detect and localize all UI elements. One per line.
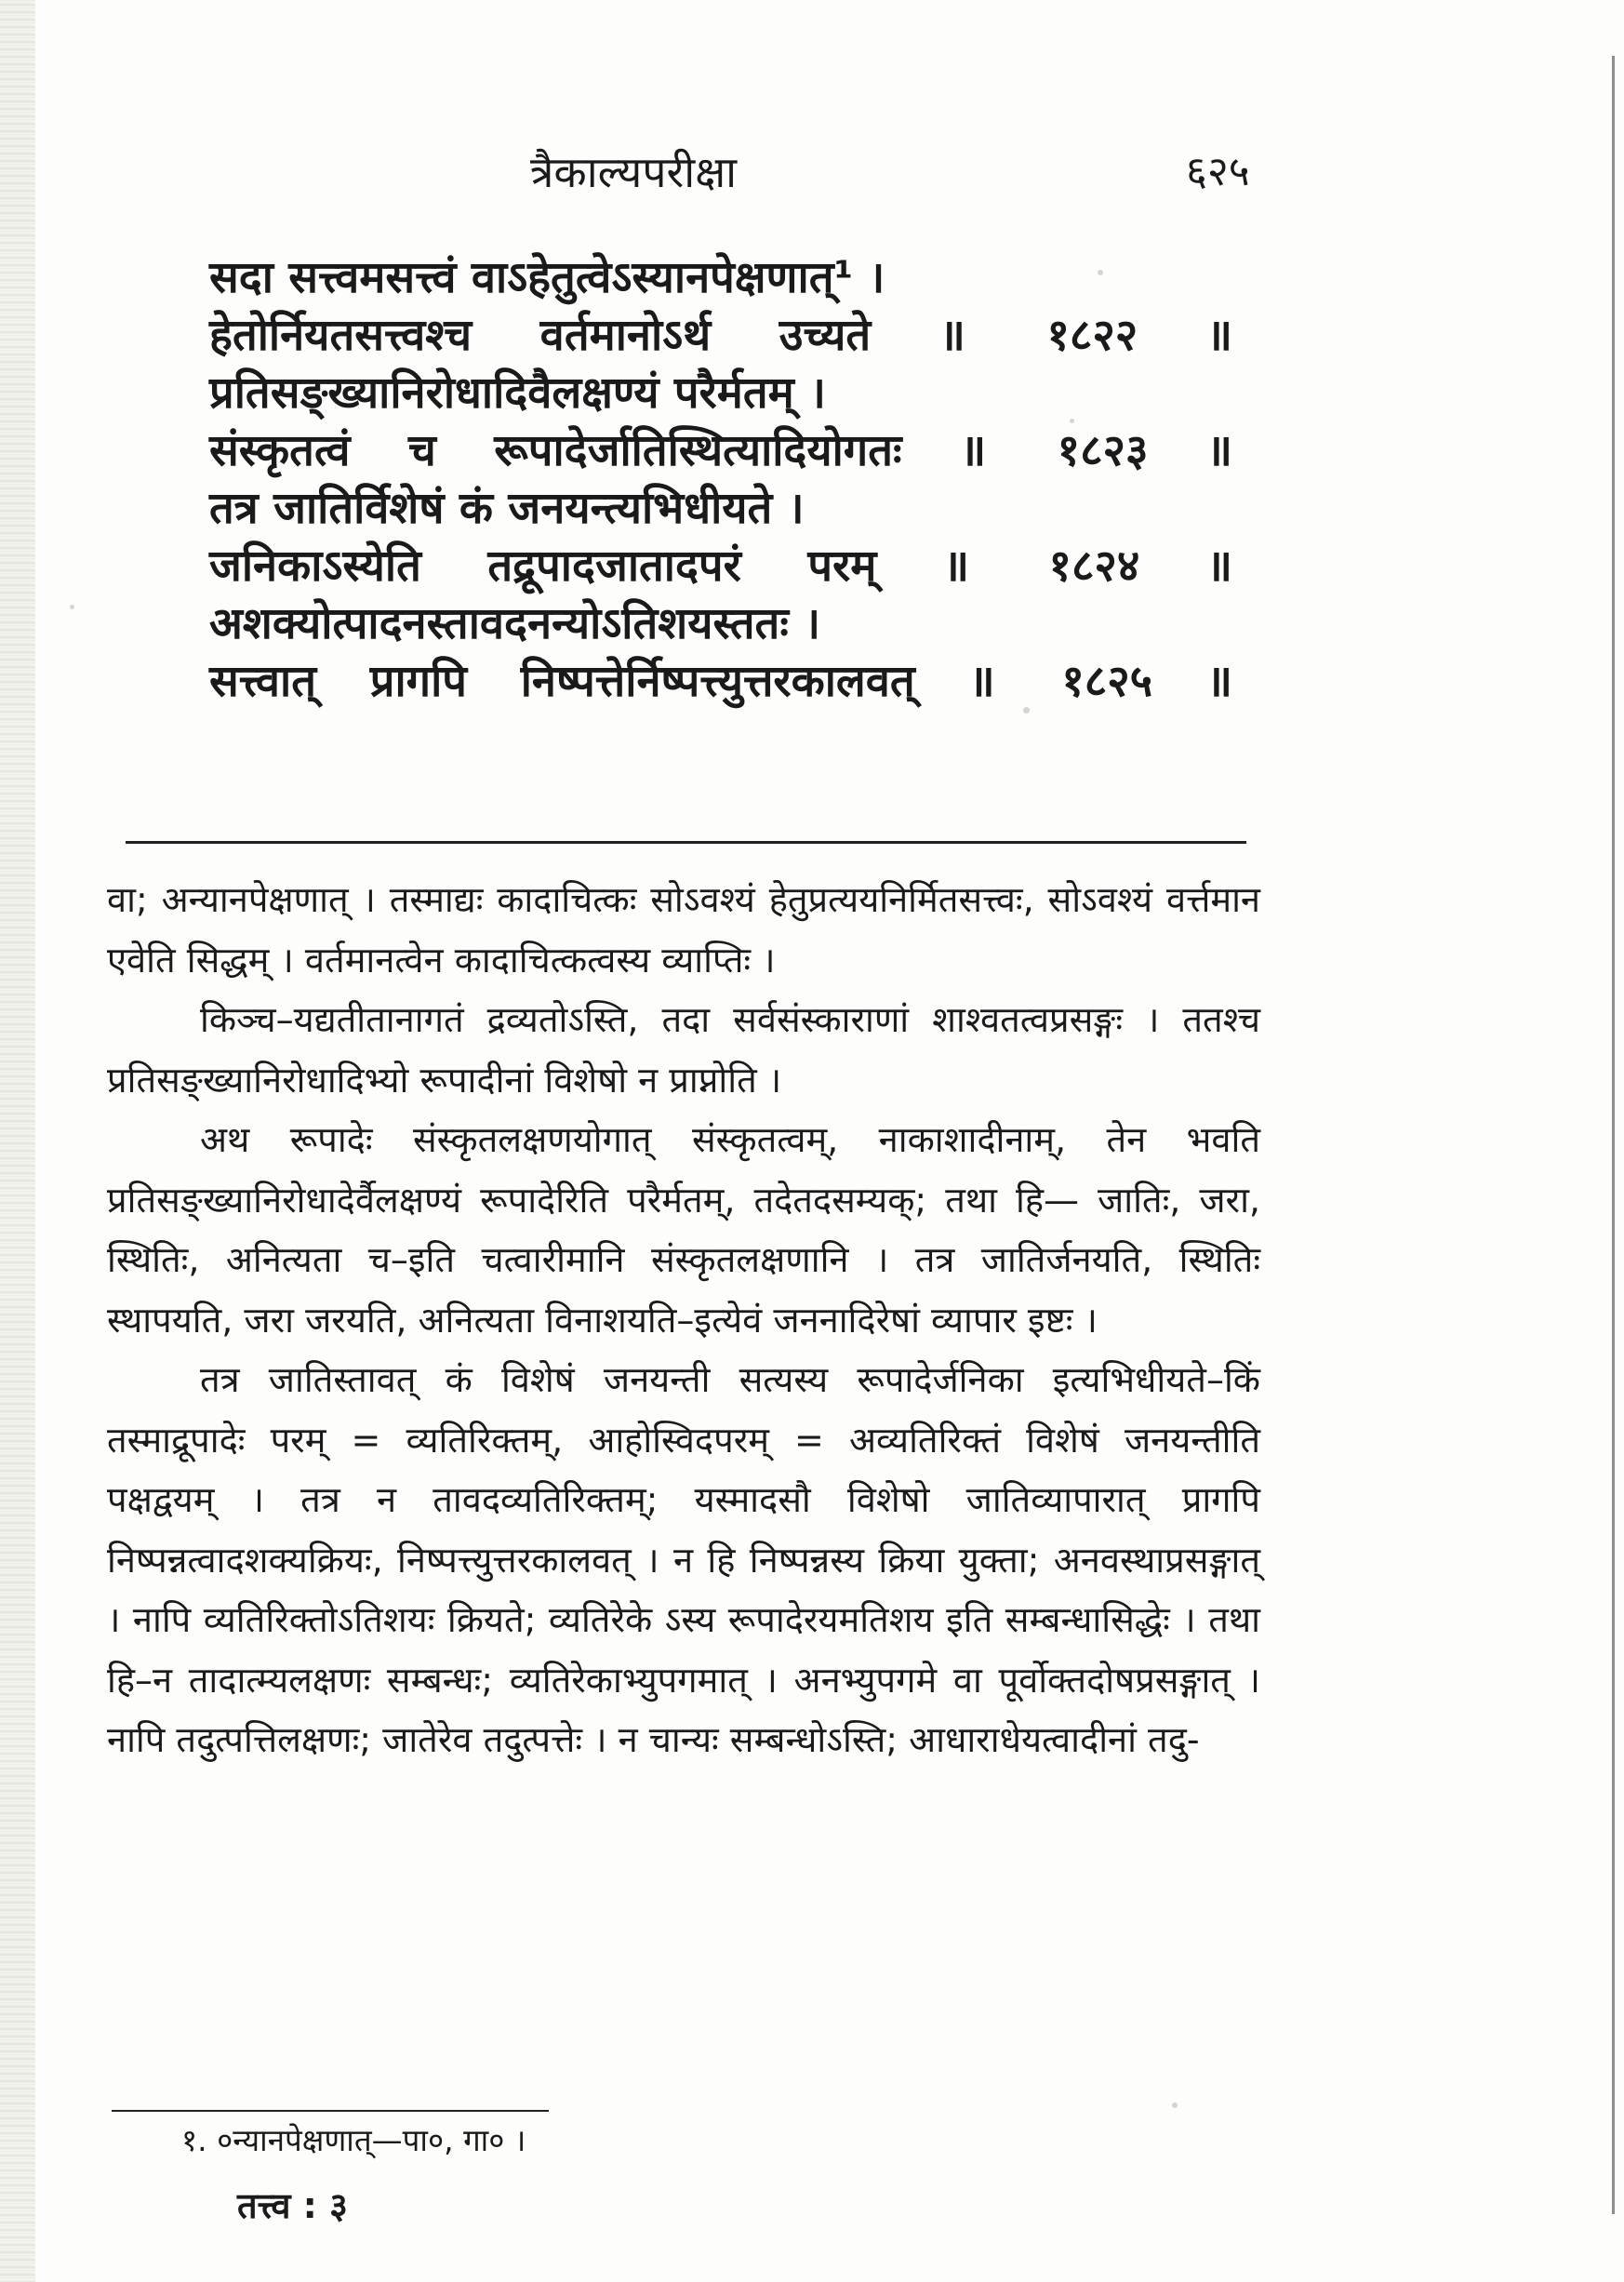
verse-text: तत्र जातिर्विशेषं कं जनयन्त्यभिधीयते । — [209, 483, 805, 534]
commentary-paragraph: तत्र जातिस्तावत् कं विशेषं जनयन्ती सत्यस्य रूपादेर्जनिका इत्यभिधीयते–किं तस्माद्रूपादेः परम् = व्यतिरिक्तम्, आहोस्विदपरम् = अव्यतिरिक्तं विशेषं जनयन्तीति पक्षद्वयम् । तत्र न तावदव्यतिरिक्तम्; यस्मादसौ विशेषो जातिव्यापारात् प्रागपि निष्पन्नत्वादशक्यक्रियः, निष्पत्त्युत्तरकालवत् । न हि निष्पन्नस्य क्रिया युक्ता; अनवस्थाप्रसङ्गात् । नापि व्यतिरिक्तोऽतिशयः क्रियते; व्यतिरेके ऽस्य रूपादेरयमतिशय इति सम्बन्धासिद्धेः । तथा हि–न तादात्म्यलक्षणः सम्बन्धः; व्यतिरेकाभ्युपगमात् । अनभ्युपगमे वा पूर्वोक्तदोषप्रसङ्गात् । नापि तदुत्पत्तिलक्षणः; जातेरेव तदुत्पत्तेः । न चान्यः सम्बन्धोऽस्ति; आधाराधेयत्वादीनां तदु- — [107, 1359, 1260, 1760]
verse-text: हेतोर्नियतसत्त्वश्च वर्तमानोऽर्थ उच्यते ॥ — [209, 310, 965, 361]
commentary-paragraph: वा; अन्यानपेक्षणात् । तस्माद्यः कादाचित्कः सोऽवश्यं हेतुप्रत्ययनिर्मितसत्त्वः, सोऽवश्यं वर्त्तमान एवेति सिद्धम् । वर्तमानत्वेन कादाचित्कत्वस्य व्याप्तिः । — [107, 879, 1260, 981]
verse-text: सदा सत्त्वमसत्त्वं वाऽहेतुत्वेऽस्यानपेक्षणात्¹ । — [209, 252, 885, 303]
binding-edge — [0, 0, 35, 2282]
verse-number: १८२४ ॥ — [1048, 540, 1232, 592]
page-number: ६२५ — [1186, 148, 1250, 195]
footnote: १. ०न्यानपेक्षणात्—पा०, गा० । — [181, 2122, 526, 2158]
verse-line — [209, 538, 1232, 595]
commentary-paragraph: अथ रूपादेः संस्कृतलक्षणयोगात् संस्कृतत्वम्, नाकाशादीनाम्, तेन भवति प्रतिसङ्ख्यानिरोधादेर्वैलक्षण्यं रूपादेरिति परैर्मतम्, तदेतदसम्यक्; तथा हि— जातिः, जरा, स्थितिः, अनित्यता च–इति चत्वारीमानि संस्कृतलक्षणानि । तत्र जातिर्जनयति, स्थितिः स्थापयति, जरा जरयति, अनित्यता विनाशयति–इत्येवं जननादिरेषां व्यापार इष्टः । — [107, 1119, 1260, 1341]
commentary-block — [107, 870, 1260, 1770]
verse-text: अशक्योत्पादनस्तावदनन्योऽतिशयस्ततः । — [209, 598, 821, 649]
verse-text: संस्कृतत्वं च रूपादेर्जातिस्थित्यादियोगतः ॥ — [209, 425, 987, 476]
footnote-divider — [112, 2110, 549, 2112]
scan-speck — [1098, 270, 1103, 275]
scan-speck — [70, 605, 74, 609]
verse-line — [209, 249, 1232, 307]
verse-text: प्रतिसङ्ख्यानिरोधादिवैलक्षण्यं परैर्मतम् । — [209, 367, 826, 419]
commentary-paragraph: किञ्च–यद्यतीतानागतं द्रव्यतोऽस्ति, तदा सर्वसंस्काराणां शाश्वतत्वप्रसङ्गः । ततश्च प्रतिसङ्ख्यानिरोधादिभ्यो रूपादीनां विशेषो न प्राप्नोति । — [107, 999, 1260, 1101]
verse-number: १८२३ ॥ — [1057, 425, 1233, 476]
page-edge-rule — [1612, 56, 1615, 2214]
scan-speck — [1070, 419, 1074, 423]
verse-line — [209, 422, 1232, 480]
verse-line — [209, 595, 1232, 653]
scan-speck — [1172, 2102, 1178, 2108]
page-header — [0, 140, 1624, 205]
verse-number: १८२५ ॥ — [1061, 656, 1233, 707]
verse-text: सत्त्वात् प्रागपि निष्पत्तेर्निष्पत्त्युत्तरकालवत् ॥ — [209, 656, 995, 707]
verse-line — [209, 480, 1232, 538]
section-divider — [126, 841, 1246, 844]
scan-speck — [1023, 707, 1030, 714]
verse-block — [209, 249, 1232, 711]
running-title: त्रैकाल्यपरीक्षा — [530, 147, 738, 197]
verse-line — [209, 365, 1232, 422]
verse-number: १८२२ ॥ — [1046, 310, 1232, 361]
verse-line — [209, 307, 1232, 365]
signature-mark: तत्त्व : ३ — [237, 2185, 348, 2226]
verse-line — [209, 653, 1232, 711]
verse-text: जनिकाऽस्येति तद्रूपादजातादपरं परम् ॥ — [209, 540, 970, 592]
